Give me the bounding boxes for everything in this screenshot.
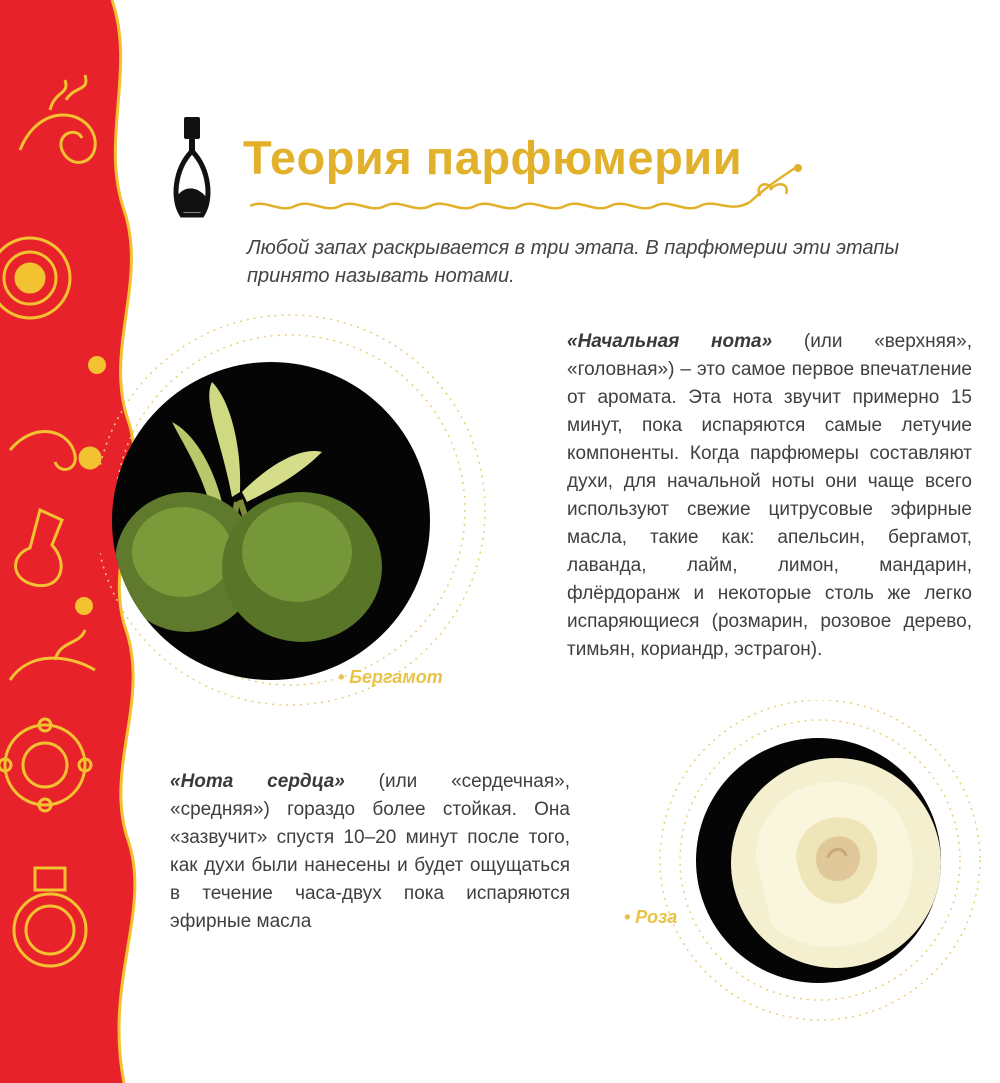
rose-caption: • Роза	[624, 907, 678, 927]
bergamot-caption: • Бергамот	[338, 667, 443, 687]
top-note-paragraph	[567, 328, 972, 664]
heart-note-paragraph	[170, 768, 570, 936]
top-note-term: «Начальная нота»	[567, 331, 773, 352]
page-title: Теория парфюмерии	[243, 131, 743, 184]
perfume-bottle-icon	[170, 115, 214, 220]
title-underline-flourish	[250, 158, 810, 218]
top-note-text: (или «верхняя», «головная») – это самое первое впечатление от аромата. Эта нота звучит примерно 15 минут, пока испаряются самые летучие компоненты. Когда парфюмеры составляют духи, для начальной ноты они чаще всего используют свежие цитрусовые эфирные масла, такие как: апельсин, бергамот, лаванда, лайм, лимон, мандарин, флёрдоранж и некоторые столь же легко испаряющиеся (розмарин, розовое дерево, тимьян, кориандр, эстрагон).	[567, 331, 972, 660]
intro-text: Любой запах раскрывается в три этапа. В парфюмерии эти этапы принято называть нотами.	[247, 237, 900, 287]
bergamot-photo	[112, 362, 430, 680]
heart-note-term: «Нота сердца»	[170, 771, 345, 792]
rose-photo	[696, 738, 941, 983]
heart-note-text: (или «сердечная», «средняя») гораздо более стойкая. Она «зазвучит» спустя 10–20 минут после того, как духи были нанесены и будет ощущаться в течение часа-двух пока испаряются эфирные масла	[170, 771, 570, 932]
